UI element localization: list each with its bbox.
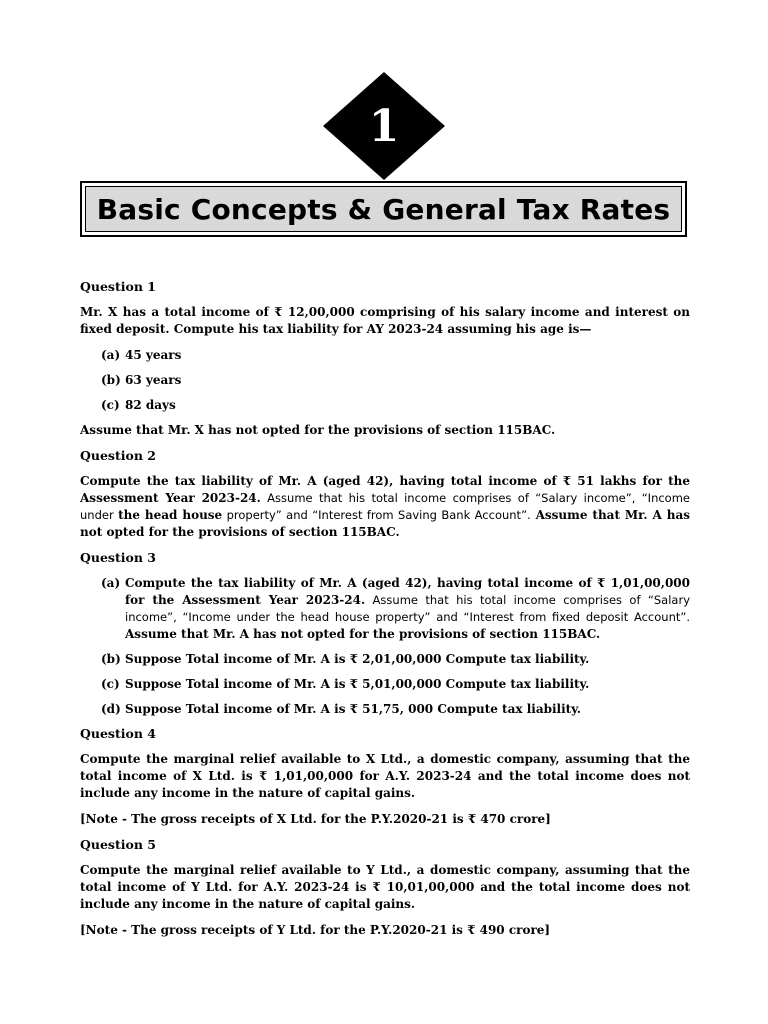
part-label: (b) xyxy=(101,652,121,666)
part-text xyxy=(125,575,690,643)
question-4-heading: Question 4 xyxy=(80,726,156,741)
question-3-heading: Question 3 xyxy=(80,550,156,565)
question-1-option xyxy=(80,397,690,414)
chapter-title-inner xyxy=(85,186,682,232)
question-2-text-a: Compute the tax liability of Mr. A (aged 42), having total income of ₹ 51 lakhs for the Assessment Year 2023-24. xyxy=(80,474,690,505)
question-5-heading: Question 5 xyxy=(80,837,156,852)
questions-content xyxy=(80,279,690,948)
option-label: (b) xyxy=(101,373,121,387)
part-a-text-3: Assume that Mr. A has not opted for the provisions of section 115BAC. xyxy=(125,627,601,641)
question-1-option xyxy=(80,347,690,364)
question-2-text xyxy=(80,473,690,541)
question-3-part-a xyxy=(80,575,690,643)
part-a-text-2: Assume that his total income comprises of “Salary income”, “Income under the head house property” and “Interest from fixed deposit Account”. xyxy=(125,593,690,624)
question-2-heading: Question 2 xyxy=(80,448,156,463)
question-5-text: Compute the marginal relief available to Y Ltd., a domestic company, assuming that the total income of Y Ltd. for A.Y. 2023-24 is ₹ 10,01,00,000 and the total income does not include any income in the nature of capital gains. xyxy=(80,863,690,911)
part-label: (a) xyxy=(101,576,121,590)
option-text: 45 years xyxy=(125,348,182,362)
part-text: Suppose Total income of Mr. A is ₹ 2,01,00,000 Compute tax liability. xyxy=(125,652,590,666)
question-2-text-d: property” and “Interest from Saving Bank Account”. xyxy=(222,508,531,522)
part-text: Suppose Total income of Mr. A is ₹ 5,01,00,000 Compute tax liability. xyxy=(125,677,590,691)
question-2-text-c: the head house xyxy=(118,508,223,522)
part-label: (c) xyxy=(101,677,120,691)
option-label: (c) xyxy=(101,398,120,412)
part-text: Suppose Total income of Mr. A is ₹ 51,75, 000 Compute tax liability. xyxy=(125,702,581,716)
question-4-text: Compute the marginal relief available to X Ltd., a domestic company, assuming that the total income of X Ltd. is ₹ 1,01,00,000 for A.Y. 2023-24 and the total income does not include any income in the nature of capital gains. xyxy=(80,752,690,800)
question-2-text-b: Assume that his total income comprises of “Salary income”, “Income under xyxy=(80,491,690,522)
question-3-part xyxy=(80,676,690,693)
question-3-part xyxy=(80,701,690,718)
question-1-text: Mr. X has a total income of ₹ 12,00,000 comprising of his salary income and interest on fixed deposit. Compute his tax liability for AY 2023-24 assuming his age is— xyxy=(80,305,690,336)
question-3-part xyxy=(80,651,690,668)
chapter-badge xyxy=(323,72,445,180)
chapter-number: 1 xyxy=(368,100,400,152)
chapter-title: Basic Concepts & General Tax Rates xyxy=(96,192,671,226)
part-label: (d) xyxy=(101,702,121,716)
option-label: (a) xyxy=(101,348,121,362)
option-text: 63 years xyxy=(125,373,182,387)
question-5-note: [Note - The gross receipts of Y Ltd. for the P.Y.2020-21 is ₹ 490 crore] xyxy=(80,923,551,937)
chapter-title-box xyxy=(80,181,687,237)
option-text: 82 days xyxy=(125,398,176,412)
question-1-note: Assume that Mr. X has not opted for the provisions of section 115BAC. xyxy=(80,423,556,437)
question-2-text-e: Assume that Mr. A has not opted for the provisions of section 115BAC. xyxy=(80,508,690,539)
question-1-heading: Question 1 xyxy=(80,279,156,294)
question-1-option xyxy=(80,372,690,389)
part-a-text-1: Compute the tax liability of Mr. A (aged 42), having total income of ₹ 1,01,00,000 for the Assessment Year 2023-24. xyxy=(125,576,690,607)
question-4-note: [Note - The gross receipts of X Ltd. for the P.Y.2020-21 is ₹ 470 crore] xyxy=(80,812,551,826)
